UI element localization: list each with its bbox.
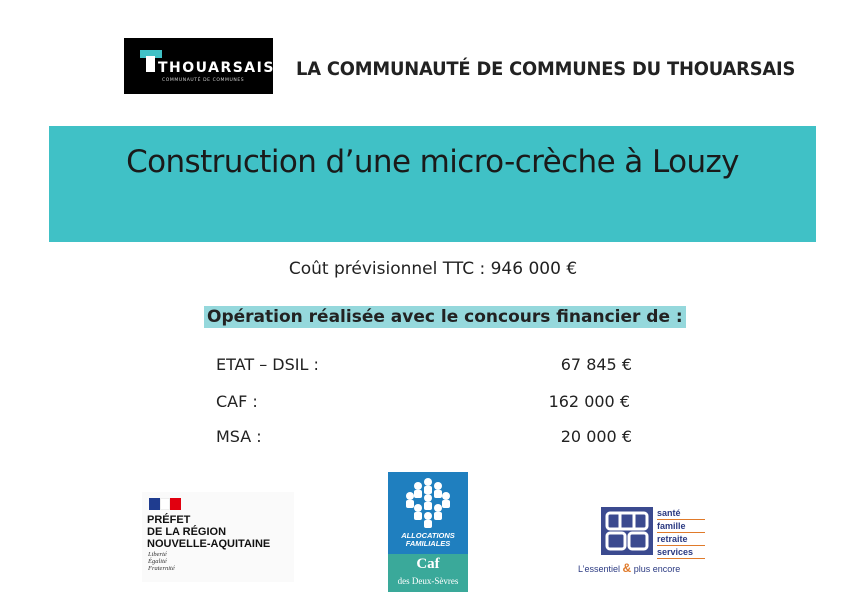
prefet-name: PRÉFET DE LA RÉGION NOUVELLE-AQUITAINE <box>147 514 271 550</box>
project-title: Construction d’une micro-crèche à Louzy <box>126 144 739 180</box>
estimated-cost: Coût prévisionnel TTC : 946 000 € <box>288 259 578 279</box>
prefet-logo <box>142 492 294 582</box>
thouarsais-logo <box>124 38 273 94</box>
french-flag-icon <box>149 498 181 510</box>
thouarsais-tagline: COMMUNAUTÉ DE COMMUNES <box>162 78 245 83</box>
msa-values: santé famille retraite services <box>657 507 705 559</box>
msa-logo <box>578 505 710 575</box>
caf-allocations-text: ALLOCATIONS FAMILIALES <box>401 531 455 548</box>
funding-amount-etat: 67 845 € <box>560 355 632 374</box>
caf-department: des Deux-Sèvres <box>397 576 459 586</box>
funding-amount-caf: 162 000 € <box>548 392 630 411</box>
caf-logo <box>388 472 468 592</box>
msa-mark-icon <box>601 507 653 555</box>
msa-slogan: L’essentiel & plus encore <box>578 561 681 575</box>
caf-family-icon <box>388 474 468 532</box>
funding-label-msa: MSA : <box>216 427 262 446</box>
thouarsais-brand: THOUARSAIS <box>158 60 275 76</box>
org-title: LA COMMUNAUTÉ DE COMMUNES DU THOUARSAIS <box>296 58 796 80</box>
prefet-motto: Liberté Égalité Fraternité <box>148 551 175 572</box>
funding-amount-msa: 20 000 € <box>560 427 632 446</box>
funding-heading: Opération réalisée avec le concours financier de : <box>204 306 686 328</box>
title-banner <box>49 126 816 242</box>
caf-name: Caf <box>416 556 440 572</box>
funding-label-caf: CAF : <box>216 392 258 411</box>
funding-label-etat: ETAT – DSIL : <box>216 355 319 374</box>
